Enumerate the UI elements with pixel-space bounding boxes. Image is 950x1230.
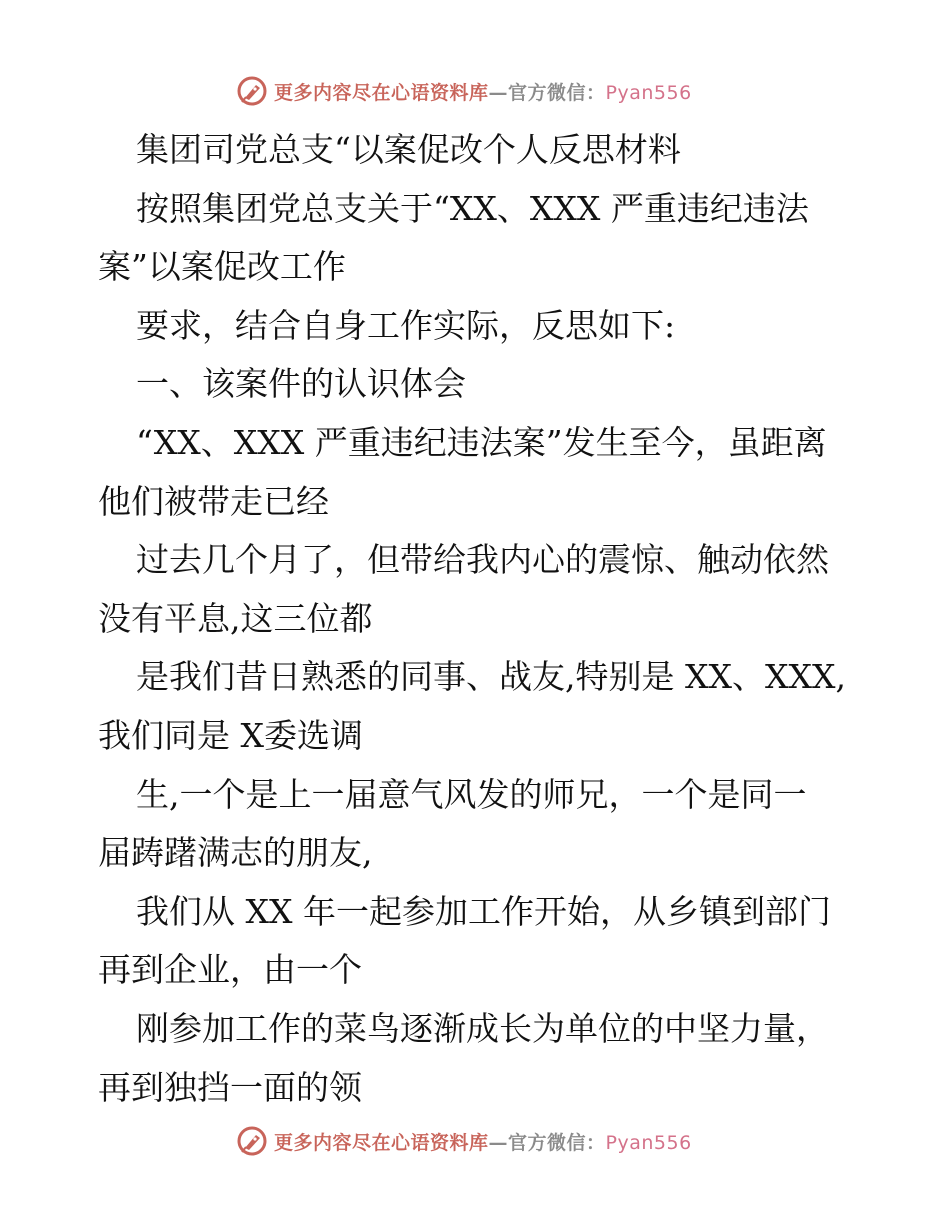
text-line: 刚参加工作的菜鸟逐渐成长为单位的中坚力量， <box>136 1008 829 1048</box>
watermark-wechat-label: 官方微信： <box>508 81 606 104</box>
watermark-separator: — <box>488 1131 509 1154</box>
watermark-main: 更多内容尽在心语资料库 <box>274 1131 489 1154</box>
document-body <box>98 121 858 1117</box>
text-line: “XX、XXX 严重违纪违法案”发生至今，虽距离 <box>136 422 827 462</box>
watermark-wechat-label: 官方微信： <box>508 1131 606 1154</box>
section-heading: 一、该案件的认识体会 <box>136 364 466 404</box>
text-line: 没有平息,这三位都 <box>98 598 373 638</box>
text-line: 生,一个是上一届意气风发的师兄，一个是同一 <box>136 774 807 814</box>
header-watermark <box>236 74 716 108</box>
watermark-wechat-id: Pyan556 <box>605 1131 692 1154</box>
text-line: 过去几个月了，但带给我内心的震惊、触动依然 <box>136 540 829 580</box>
pen-nib-circle-icon <box>236 75 268 107</box>
pen-nib-circle-icon <box>236 1125 268 1157</box>
text-line: 再到企业，由一个 <box>98 950 362 990</box>
watermark-text <box>274 78 692 105</box>
text-line: 我们同是 X委选调 <box>98 715 363 755</box>
text-line: 案”以案促改工作 <box>98 247 346 287</box>
text-line: 是我们昔日熟悉的同事、战友,特别是 XX、XXX, <box>136 657 846 697</box>
text-line: 我们从 XX 年一起参加工作开始，从乡镇到部门 <box>136 891 831 931</box>
watermark-wechat-id: Pyan556 <box>605 81 692 104</box>
text-line: 他们被带走已经 <box>98 481 329 521</box>
document-title: 集团司党总支“以案促改个人反思材料 <box>136 130 681 169</box>
watermark-main: 更多内容尽在心语资料库 <box>274 81 489 104</box>
text-line: 届踌躇满志的朋友, <box>98 833 373 873</box>
watermark-separator: — <box>488 81 509 104</box>
watermark-text <box>274 1128 692 1155</box>
text-line: 再到独挡一面的领 <box>98 1067 362 1107</box>
footer-watermark <box>236 1124 716 1158</box>
text-line: 要求，结合自身工作实际，反思如下: <box>136 305 676 345</box>
text-line: 按照集团党总支关于“XX、XXX 严重违纪违法 <box>136 188 809 228</box>
